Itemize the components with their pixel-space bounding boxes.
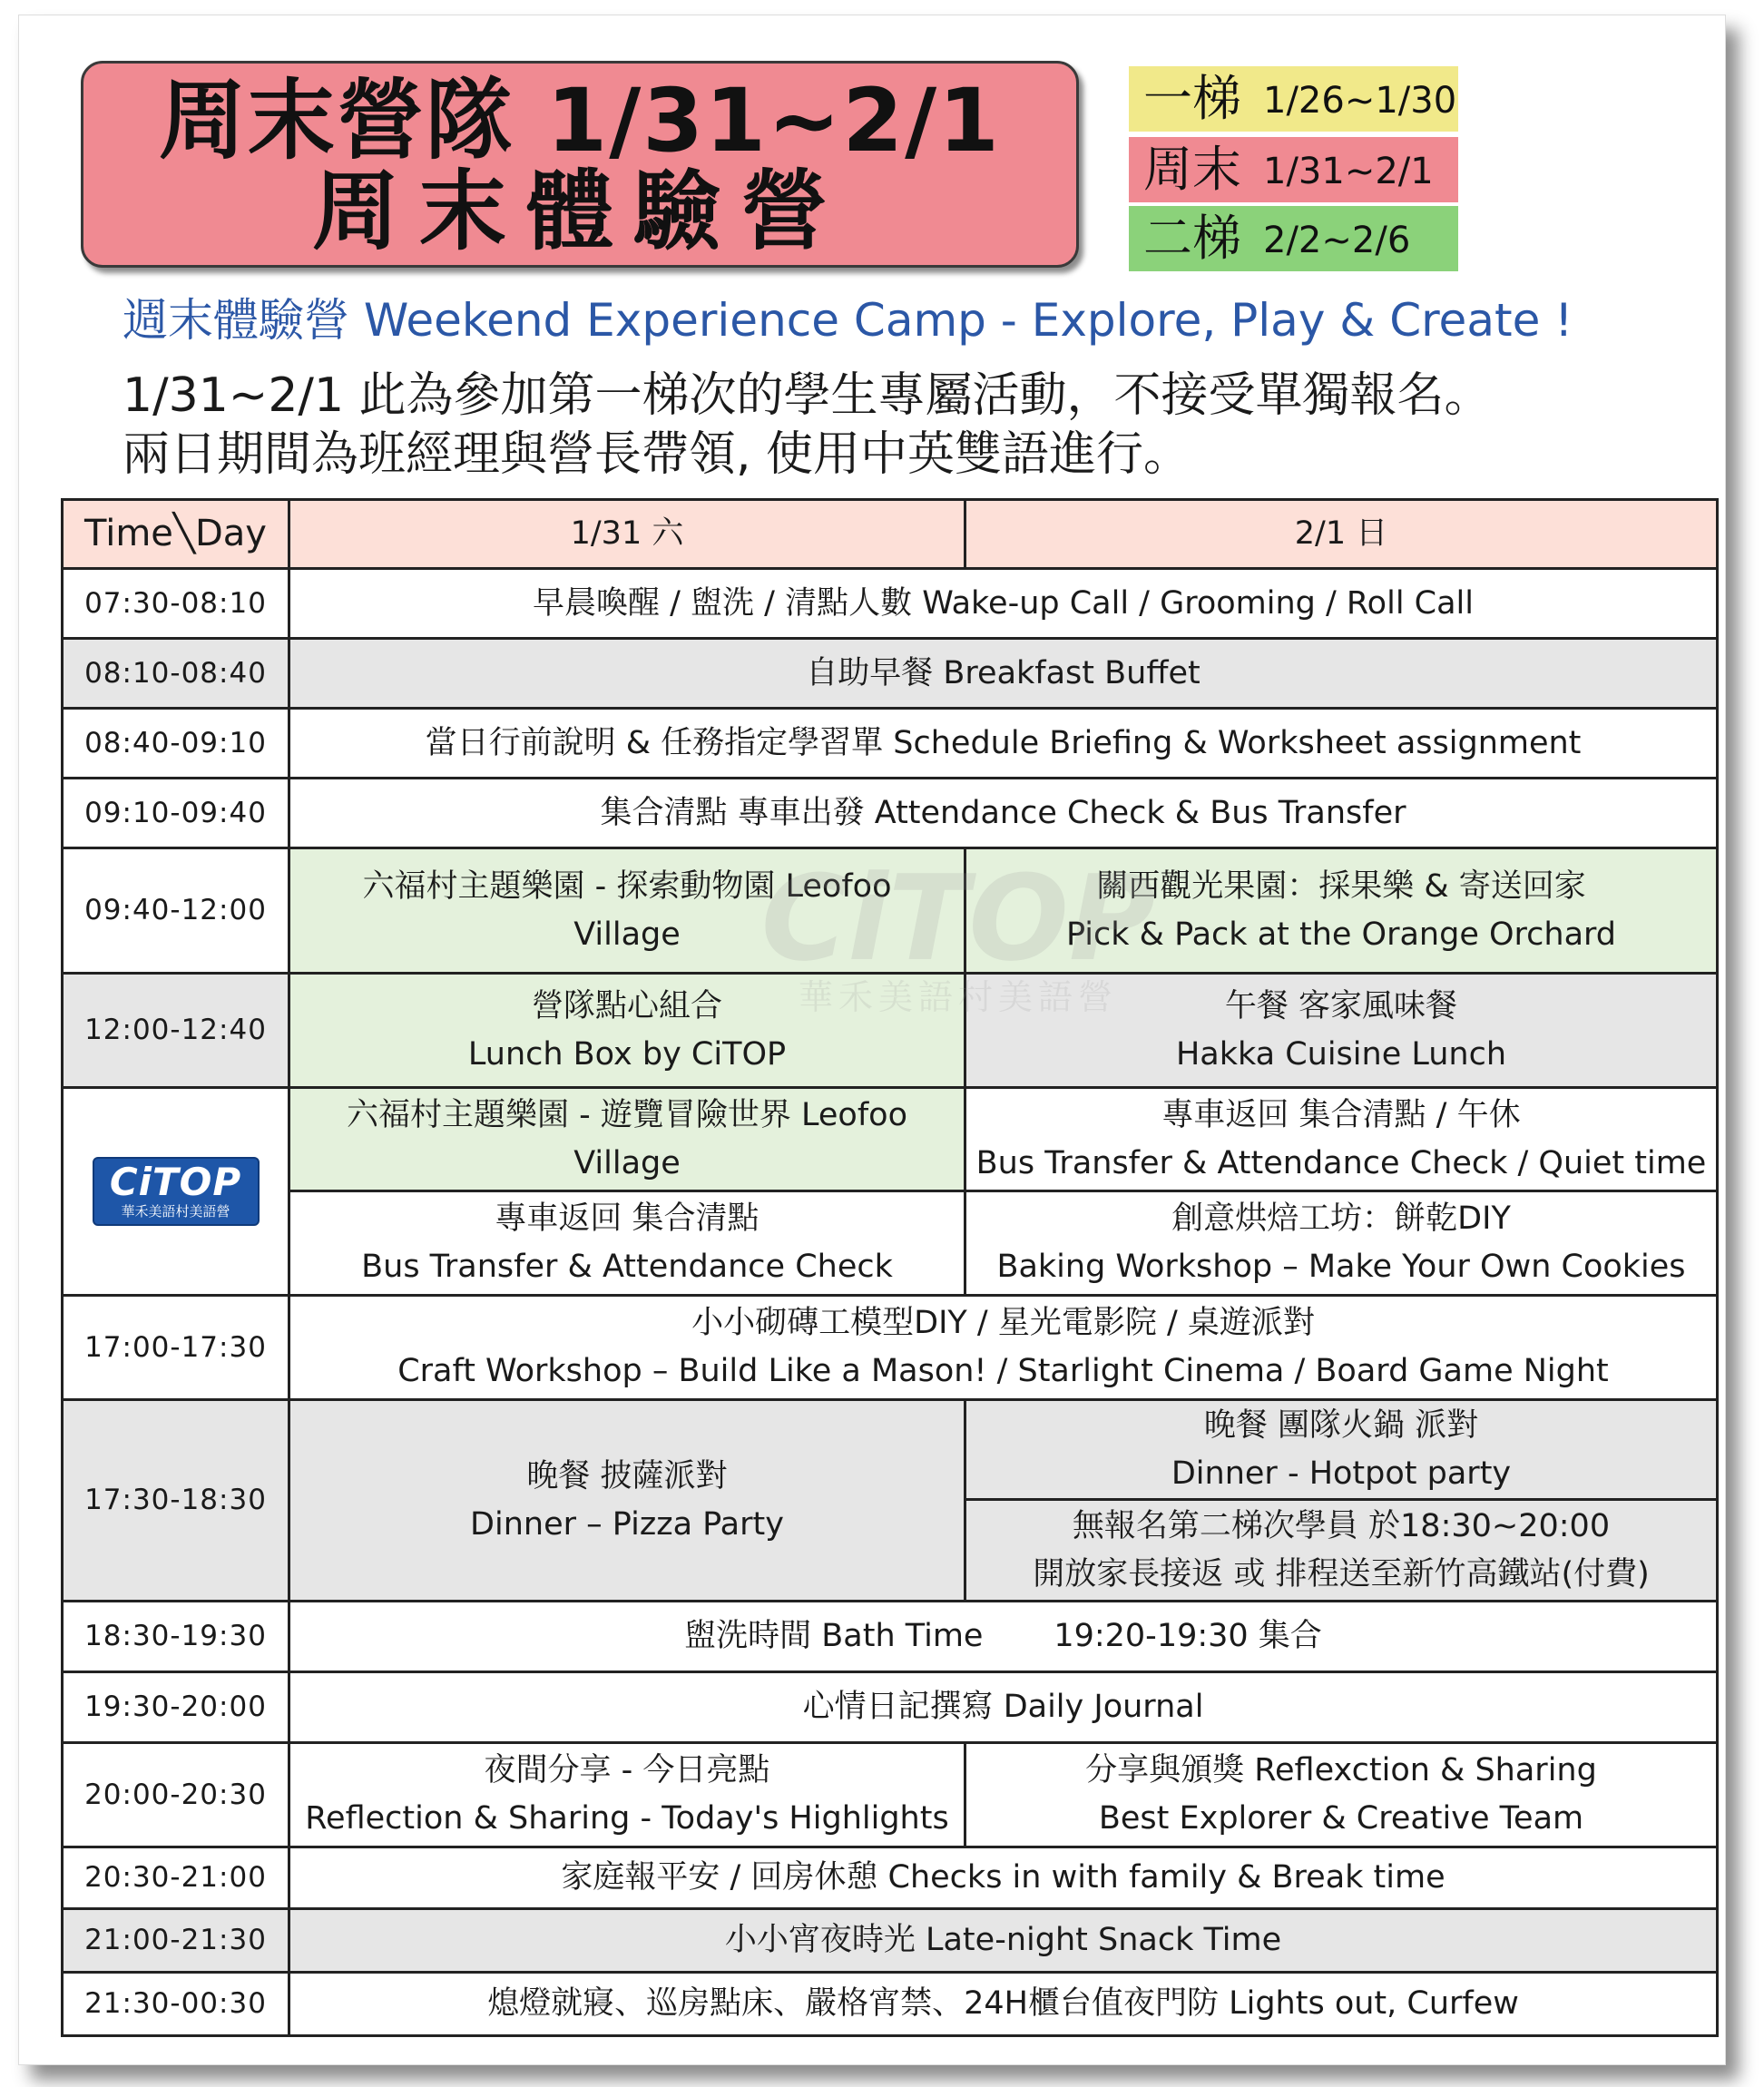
activity-line-en: Village	[573, 916, 681, 953]
time-cell: 08:40-09:10	[63, 709, 289, 779]
table-header-row	[63, 500, 1718, 569]
legend-name: 一梯	[1143, 70, 1241, 127]
day1-activity-cell	[289, 1743, 965, 1847]
activity-line-en: Reflection & Sharing - Today's Highlights	[305, 1800, 949, 1837]
table-row	[63, 1602, 1718, 1672]
legend-dates: 2/2~2/6	[1263, 220, 1411, 261]
table-row	[63, 639, 1718, 709]
intro-note-1: 1/31~2/1 此為參加第一梯次的學生專屬活動，不接受單獨報名。	[122, 368, 1492, 423]
time-cell: 17:00-17:30	[63, 1296, 289, 1400]
activity-line-zh: 晚餐 團隊火鍋 派對	[1203, 1406, 1479, 1444]
time-day-header: Time╲Day	[63, 500, 289, 569]
activity-line-en: Dinner – Pizza Party	[470, 1505, 784, 1543]
day2-header: 2/1 日	[965, 500, 1718, 569]
day1-activity-cell	[289, 1088, 965, 1191]
table-row	[63, 1088, 1718, 1191]
activity-line-zh: 關西觀光果園：採果樂 & 寄送回家	[1096, 867, 1586, 905]
table-row	[63, 1400, 1718, 1500]
logo-cell	[63, 1088, 289, 1296]
activity-line-zh: 午餐 客家風味餐	[1224, 987, 1458, 1024]
legend-name: 周末	[1143, 141, 1241, 198]
day2-activity-cell	[965, 1088, 1718, 1191]
activity-cell: 集合清點 專車出發 Attendance Check & Bus Transfer	[289, 779, 1718, 848]
notice-line-1: 無報名第二梯次學員 於18:30~20:00	[1072, 1507, 1611, 1544]
legend-weekend	[1129, 137, 1458, 202]
time-cell: 20:30-21:00	[63, 1847, 289, 1909]
activity-line-en: Village	[573, 1144, 681, 1181]
time-cell: 07:30-08:10	[63, 569, 289, 639]
activity-line-zh: 專車返回 集合清點	[495, 1200, 760, 1237]
activity-line-zh: 六福村主題樂園 - 探索動物園 Leofoo	[362, 867, 892, 905]
table-row	[63, 1296, 1718, 1400]
table-row	[63, 779, 1718, 848]
activity-line-zh: 創意烘焙工坊：餅乾DIY	[1171, 1200, 1511, 1237]
intro-note-2: 兩日期間為班經理與營長帶領, 使用中英雙語進行。	[122, 427, 1191, 482]
logo-tagline: 華禾美語村美語營	[121, 1203, 230, 1220]
activity-line-en: Baking Workshop – Make Your Own Cookies	[996, 1249, 1686, 1285]
logo-wordmark: CiTOP	[109, 1160, 242, 1204]
watermark-sub: 華禾美語村美語營	[798, 977, 1118, 1017]
activity-line-en: Bus Transfer & Attendance Check	[361, 1249, 893, 1285]
table-row	[63, 1191, 1718, 1296]
activity-cell: 心情日記撰寫 Daily Journal	[289, 1672, 1718, 1743]
title-line-2: 周末體驗營	[312, 161, 848, 262]
activity-line-zh: 專車返回 集合清點 / 午休	[1161, 1096, 1521, 1133]
citop-watermark	[745, 849, 1171, 1023]
time-cell: 09:40-12:00	[63, 848, 289, 974]
watermark-brand: CiTOP	[760, 849, 1156, 987]
activity-line-zh: 小小砌磚工模型DIY / 星光電影院 / 桌遊派對	[691, 1305, 1315, 1341]
day2-activity-cell	[965, 1191, 1718, 1296]
title-banner	[81, 61, 1079, 268]
activity-cell: 當日行前說明 & 任務指定學習單 Schedule Briefing & Worksheet assignment	[289, 709, 1718, 779]
table-row	[63, 1973, 1718, 2036]
title-line-1: 周末營隊 1/31~2/1	[159, 70, 1001, 171]
day1-activity-cell	[289, 1191, 965, 1296]
activity-line-zh: 晚餐 披薩派對	[526, 1457, 728, 1494]
table-row	[63, 1847, 1718, 1909]
schedule-table	[61, 498, 1719, 2037]
activity-line-en: Hakka Cuisine Lunch	[1175, 1035, 1507, 1073]
table-row	[63, 569, 1718, 639]
day1-header: 1/31 六	[289, 500, 965, 569]
activity-line-zh: 營隊點心組合	[531, 987, 722, 1024]
legend-name: 二梯	[1143, 210, 1241, 267]
table-row	[63, 1743, 1718, 1847]
time-cell: 12:00-12:40	[63, 974, 289, 1088]
time-cell: 21:30-00:30	[63, 1973, 289, 2036]
activity-cell: 家庭報平安 / 回房休憩 Checks in with family & Break time	[289, 1847, 1718, 1909]
activity-line-zh: 分享與頒獎 Reflexction & Sharing	[1085, 1752, 1597, 1788]
time-cell: 20:00-20:30	[63, 1743, 289, 1847]
time-cell: 19:30-20:00	[63, 1672, 289, 1743]
legend-dates: 1/26~1/30	[1263, 80, 1457, 122]
day2-notice-cell	[965, 1500, 1718, 1602]
activity-cell: 小小宵夜時光 Late-night Snack Time	[289, 1909, 1718, 1973]
table-row	[63, 1909, 1718, 1973]
activity-line-en: Bus Transfer & Attendance Check / Quiet time	[975, 1144, 1707, 1181]
activity-line-en: Pick & Pack at the Orange Orchard	[1065, 916, 1617, 953]
activity-cell	[289, 1296, 1718, 1400]
time-cell: 18:30-19:30	[63, 1602, 289, 1672]
schedule-sheet	[18, 15, 1726, 2065]
legend-batch-2	[1129, 206, 1458, 271]
time-cell: 09:10-09:40	[63, 779, 289, 848]
activity-line-zh: 夜間分享 - 今日亮點	[484, 1752, 770, 1788]
legend-batch-1	[1129, 66, 1458, 132]
activity-cell: 自助早餐 Breakfast Buffet	[289, 639, 1718, 709]
activity-line-zh: 六福村主題樂園 - 遊覽冒險世界 Leofoo	[347, 1096, 907, 1133]
day2-activity-cell	[965, 1400, 1718, 1500]
time-cell: 21:00-21:30	[63, 1909, 289, 1973]
activity-line-en: Craft Workshop – Build Like a Mason! / Starlight Cinema / Board Game Night	[397, 1353, 1609, 1389]
activity-line-en: Best Explorer & Creative Team	[1098, 1800, 1584, 1837]
day1-activity-cell	[289, 1400, 965, 1602]
day2-activity-cell	[965, 1743, 1718, 1847]
notice-line-2: 開放家長接返 或 排程送至新竹高鐵站(付費)	[1033, 1555, 1650, 1592]
time-cell: 17:30-18:30	[63, 1400, 289, 1602]
activity-cell: 熄燈就寢、巡房點床、嚴格宵禁、24H櫃台值夜門防 Lights out, Curfew	[289, 1973, 1718, 2036]
activity-cell: 盥洗時間 Bath Time 19:20-19:30 集合	[289, 1602, 1718, 1672]
camp-subtitle: 週末體驗營 Weekend Experience Camp - Explore, Play & Create !	[122, 294, 1573, 347]
activity-line-en: Dinner - Hotpot party	[1171, 1455, 1512, 1492]
table-row	[63, 1672, 1718, 1743]
activity-cell: 早晨喚醒 / 盥洗 / 清點人數 Wake-up Call / Grooming / Roll Call	[289, 569, 1718, 639]
legend-dates: 1/31~2/1	[1263, 151, 1434, 192]
time-cell: 08:10-08:40	[63, 639, 289, 709]
activity-line-en: Lunch Box by CiTOP	[467, 1035, 787, 1073]
table-row	[63, 709, 1718, 779]
citop-logo	[93, 1157, 260, 1226]
